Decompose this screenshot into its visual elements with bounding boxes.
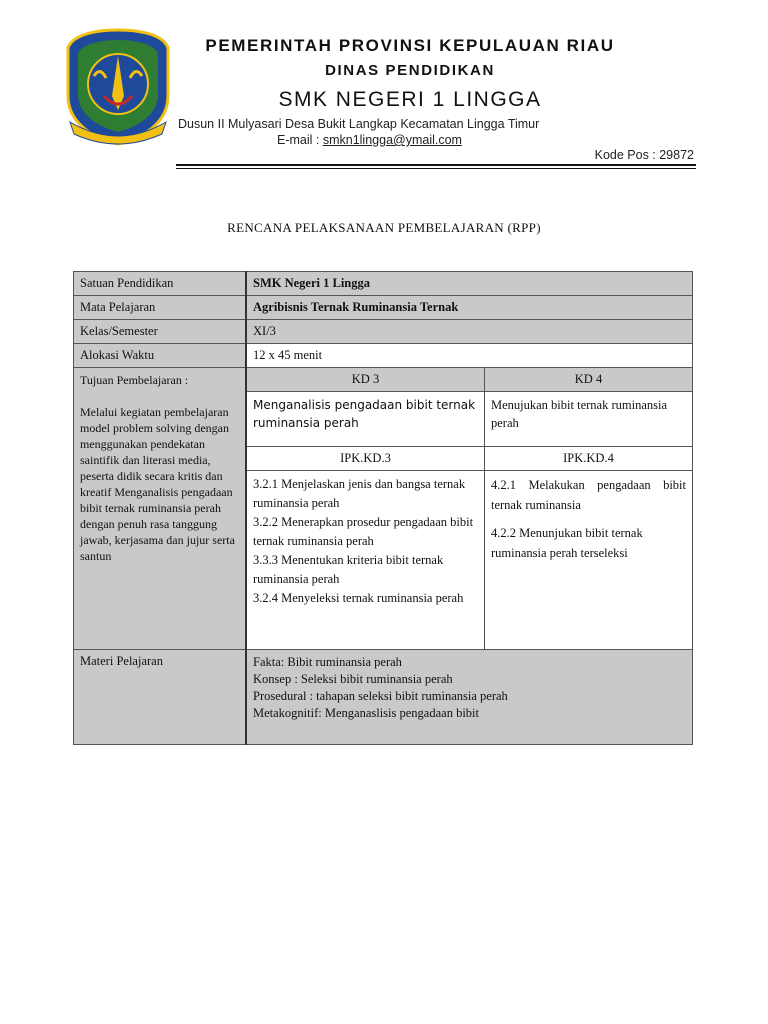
table-row [74,368,693,392]
row-value: XI/3 [246,320,693,344]
table-row [74,344,693,368]
header-department-line: DINAS PENDIDIKAN [325,62,495,79]
ipk-item: 4.2.1 Melakukan pengadaan bibit ternak ruminansia [491,478,686,512]
header-divider-thick [176,164,696,166]
row-label: Satuan Pendidikan [74,272,247,296]
province-emblem-logo [64,26,172,148]
email-link[interactable]: smkn1lingga@ymail.com [322,133,462,147]
table-row [74,296,693,320]
header-school-name: SMK NEGERI 1 LINGGA [278,88,542,111]
ipk-kd3-list [246,471,485,650]
materi-line: Fakta: Bibit ruminansia perah [253,655,402,669]
materi-cell [246,650,693,745]
ipk-kd4-header: IPK.KD.4 [485,447,693,471]
table-row [74,650,693,745]
materi-line: Prosedural : tahapan seleksi bibit ruminansia perah [253,689,508,703]
email-label: E-mail : [277,133,323,147]
row-value: Agribisnis Ternak Ruminansia Ternak [246,296,693,320]
kd4-header: KD 4 [485,368,693,392]
materi-line: Metakognitif: Menganaslisis pengadaan bibit [253,706,479,720]
header-divider-thin [176,168,696,169]
ipk-item: 3.2.2 Menerapkan prosedur pengadaan bibit ternak ruminansia perah [253,515,474,548]
row-label: Kelas/Semester [74,320,247,344]
ipk-kd4-list [485,471,693,650]
rpp-table [73,271,693,745]
row-label: Materi Pelajaran [74,650,247,745]
header-email-line [277,133,462,147]
row-label: Mata Pelajaran [74,296,247,320]
header-address: Dusun II Mulyasari Desa Bukit Langkap Kecamatan Lingga Timur [178,117,540,131]
ipk-item: 3.2.4 Menyeleksi ternak ruminansia perah [253,591,464,605]
kd3-header: KD 3 [246,368,485,392]
row-value: SMK Negeri 1 Lingga [246,272,693,296]
header-government-line: PEMERINTAH PROVINSI KEPULAUAN RIAU [205,36,615,55]
row-value: 12 x 45 menit [246,344,693,368]
kd3-text: Menganalisis pengadaan bibit ternak ruminansia perah [246,392,485,447]
ipk-item: 3.2.1 Menjelaskan jenis dan bangsa ternak ruminansia perah [253,477,466,510]
document-title: RENCANA PELAKSANAAN PEMBELAJARAN (RPP) [227,220,541,235]
ipk-item: 3.3.3 Menentukan kriteria bibit ternak ruminansia perah [253,553,444,586]
tujuan-text: Melalui kegiatan pembelajaran model problem solving dengan menggunakan pendekatan saintifik dan literasi media, peserta didik secara kritis dan kreatif Menganalisis pengadaan bibit ternak ruminansia perah dengan penuh rasa tanggung jawab, kerjasama dan jujur serta santun [80,405,235,563]
tujuan-label: Tujuan Pembelajaran : [80,373,189,387]
ipk-item: 4.2.2 Menunjukan bibit ternak ruminansia perah terseleksi [491,526,643,560]
table-row [74,272,693,296]
materi-line: Konsep : Seleksi bibit ruminansia perah [253,672,453,686]
kd4-text: Menujukan bibit ternak ruminansia perah [485,392,693,447]
tujuan-cell [74,368,247,650]
table-row [74,320,693,344]
row-label: Alokasi Waktu [74,344,247,368]
ipk-kd3-header: IPK.KD.3 [246,447,485,471]
header-postcode: Kode Pos : 29872 [594,148,694,162]
